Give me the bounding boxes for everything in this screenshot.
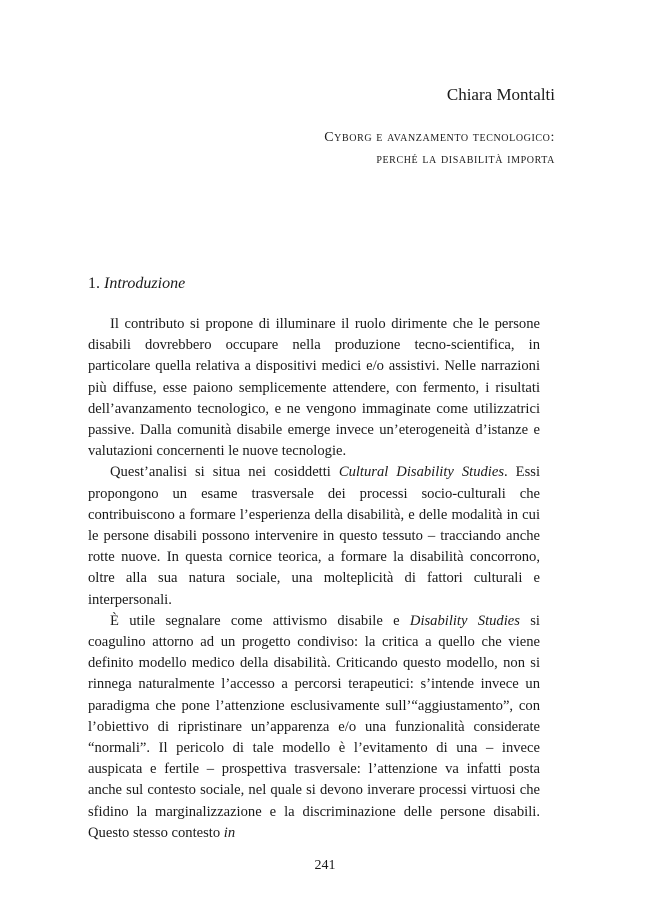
paragraph-3-end-emphasis: in [223,824,236,841]
paragraph-3 [88,611,540,844]
paragraph-2 [88,462,540,610]
paragraph-3-text-b: si coagulino attorno ad un progetto condiviso: la critica a quello che viene definito modello medico della disabilità. Criticando questo modello, non si rinnega naturalmente l’accesso a percorsi terapeutici: s’intende invece un paradigma che pone l’attenzione esclusivamente sull’“aggiustamento”, con l’obiettivo di ripristinare un’apparenza e/o una funzionalità considerate “normali”. Il pericolo di tale modello è l’evitamento di una – invece auspicata e fertile – prospettiva trasversale: l’attenzione va infatti posta anche sul contesto sociale, nel quale si devono inverare processi virtuosi che sfidino la marginalizzazione e la discriminazione delle persone disabili. Questo stesso contesto [88,612,540,841]
section-heading [88,275,185,293]
paragraph-2-text-a: Quest’analisi si situa nei cosiddetti [110,464,339,481]
section-label: Introduzione [104,275,186,292]
chapter-title [324,127,555,171]
paragraph-3-emphasis: Disability Studies [409,612,520,629]
paragraph-2-text-b: . Essi propongono un esame trasversale dei processi socio-culturali che contribuiscono a formare l’esperienza della disabilità, e delle modalità in cui le persone disabili possono intervenire in questo tessuto – tracciando anche rotte nuove. In questa cornice teorica, a formare la disabilità concorrono, oltre alla sua natura sociale, una molteplicità di fattori culturali e interpersonali. [88,464,541,608]
chapter-title-line-1: Cyborg e avanzamento tecnologico: [324,130,555,145]
paragraph-3-text-a: È utile segnalare come attivismo disabile e [110,612,410,629]
paragraph-1: Il contributo si propone di illuminare il ruolo dirimente che le persone disabili dovrebbero occupare nella produzione tecno-scientifica, in particolare quella relativa a dispositivi medici e/o assistivi. Nelle narrazioni più diffuse, esse paiono semplicemente attendere, con fermento, i risultati dell’avanzamento tecnologico, e ne vengono immaginate come utilizzatrici passive. Dalla comunità disabile emerge invece un’eterogeneità d’istanze e valutazioni concernenti le nuove tecnologie. [88,316,540,460]
page-number: 241 [314,858,336,873]
section-number: 1. [88,275,100,292]
body-text [88,314,540,844]
chapter-title-line-2: perché la disabilità importa [376,152,555,167]
paragraph-2-emphasis: Cultural Disability Studies [338,464,505,481]
author-name: Chiara Montalti [446,85,555,104]
